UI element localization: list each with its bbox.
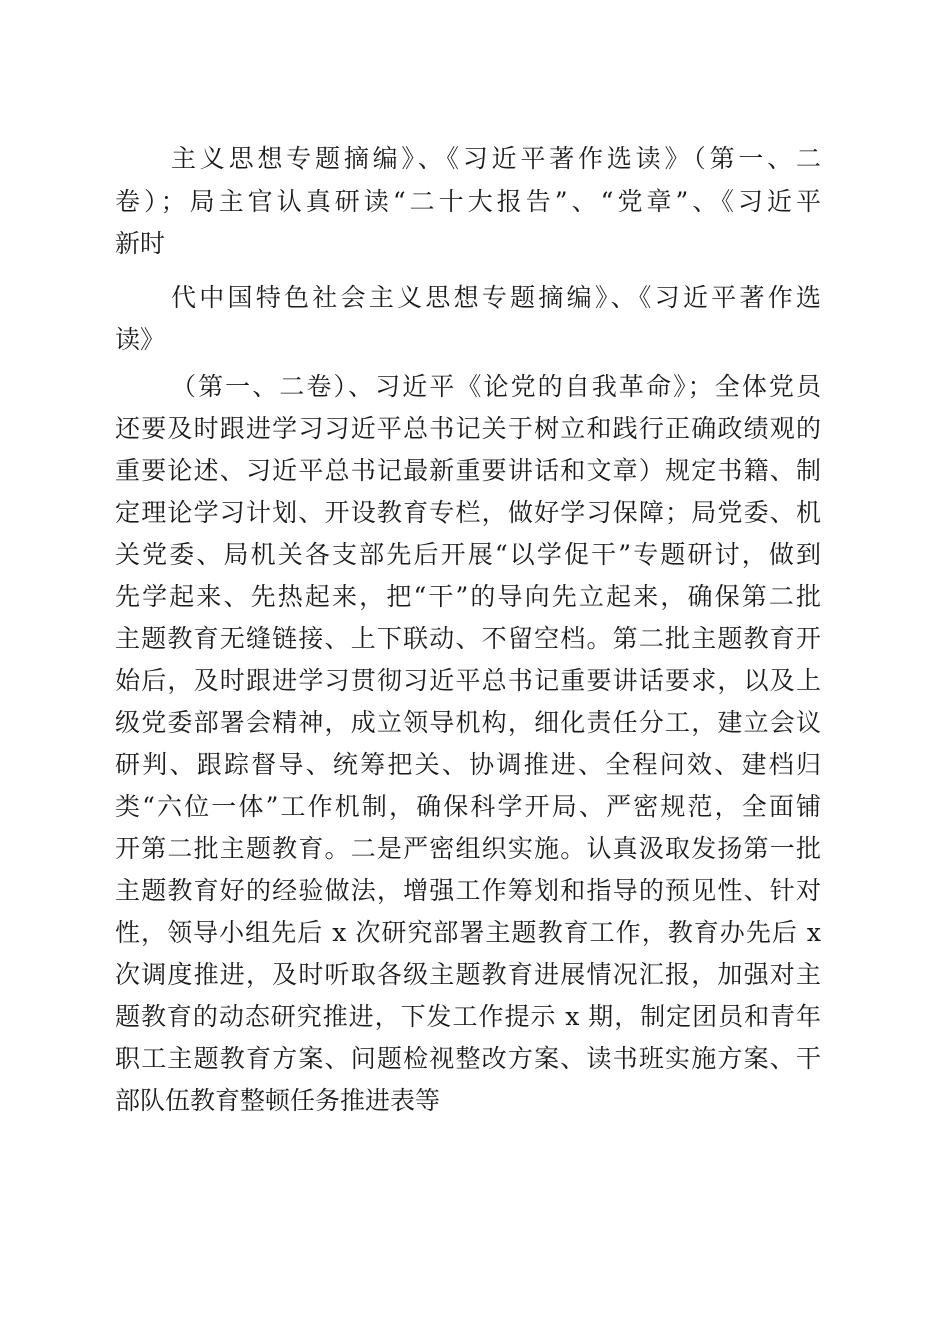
text-line: 性，领导小组先后 x 次研究部署主题教育工作，教育办先后 x [115,918,821,947]
text-line: 代中国特色社会主义思想专题摘编》、《习近平著作选 [171,283,821,312]
text-line: 还要及时跟进学习习近平总书记关于树立和践行正确政绩观的 [115,414,821,443]
text-line: 重要论述、习近平总书记最新重要讲话和文章）规定书籍、制 [115,456,821,485]
text-line: 级党委部署会精神，成立领导机构，细化责任分工，建立会议 [115,708,821,737]
text-line: 次调度推进，及时听取各级主题教育进展情况汇报，加强对主 [115,960,821,989]
text-line: 开第二批主题教育。二是严密组织实施。认真汲取发扬第一批 [115,834,821,863]
text-line: 始后，及时跟进学习贯彻习近平总书记重要讲话要求，以及上 [115,666,821,695]
text-line: 关党委、局机关各支部先后开展“以学促干”专题研讨，做到 [115,540,821,569]
text-line: 主题教育无缝链接、上下联动、不留空档。第二批主题教育开 [115,624,821,653]
text-line: （第一、二卷）、习近平《论党的自我革命》；全体党员 [171,372,821,401]
text-line: 主义思想专题摘编》、《习近平著作选读》（第一、二 [171,144,821,173]
text-line: 先学起来、先热起来，把“干”的导向先立起来，确保第二批 [115,582,821,611]
text-line: 题教育的动态研究推进，下发工作提示 x 期，制定团员和青年 [115,1002,821,1031]
text-line: 研判、跟踪督导、统筹把关、协调推进、全程问效、建档归 [115,750,821,779]
text-line: 部队伍教育整顿任务推进表等 [115,1086,441,1115]
text-line: 主题教育好的经验做法，增强工作筹划和指导的预见性、针对 [115,876,821,905]
text-line: 职工主题教育方案、问题检视整改方案、读书班实施方案、干 [115,1044,821,1073]
text-line: 读》 [115,325,166,354]
text-line: 卷）；局主官认真研读“二十大报告”、“党章”、《习近平 [115,187,821,216]
text-line: 类“六位一体”工作机制，确保科学开局、严密规范，全面铺 [115,792,821,821]
text-line: 新时 [115,229,166,258]
text-line: 定理论学习计划、开设教育专栏，做好学习保障；局党委、机 [115,498,821,527]
